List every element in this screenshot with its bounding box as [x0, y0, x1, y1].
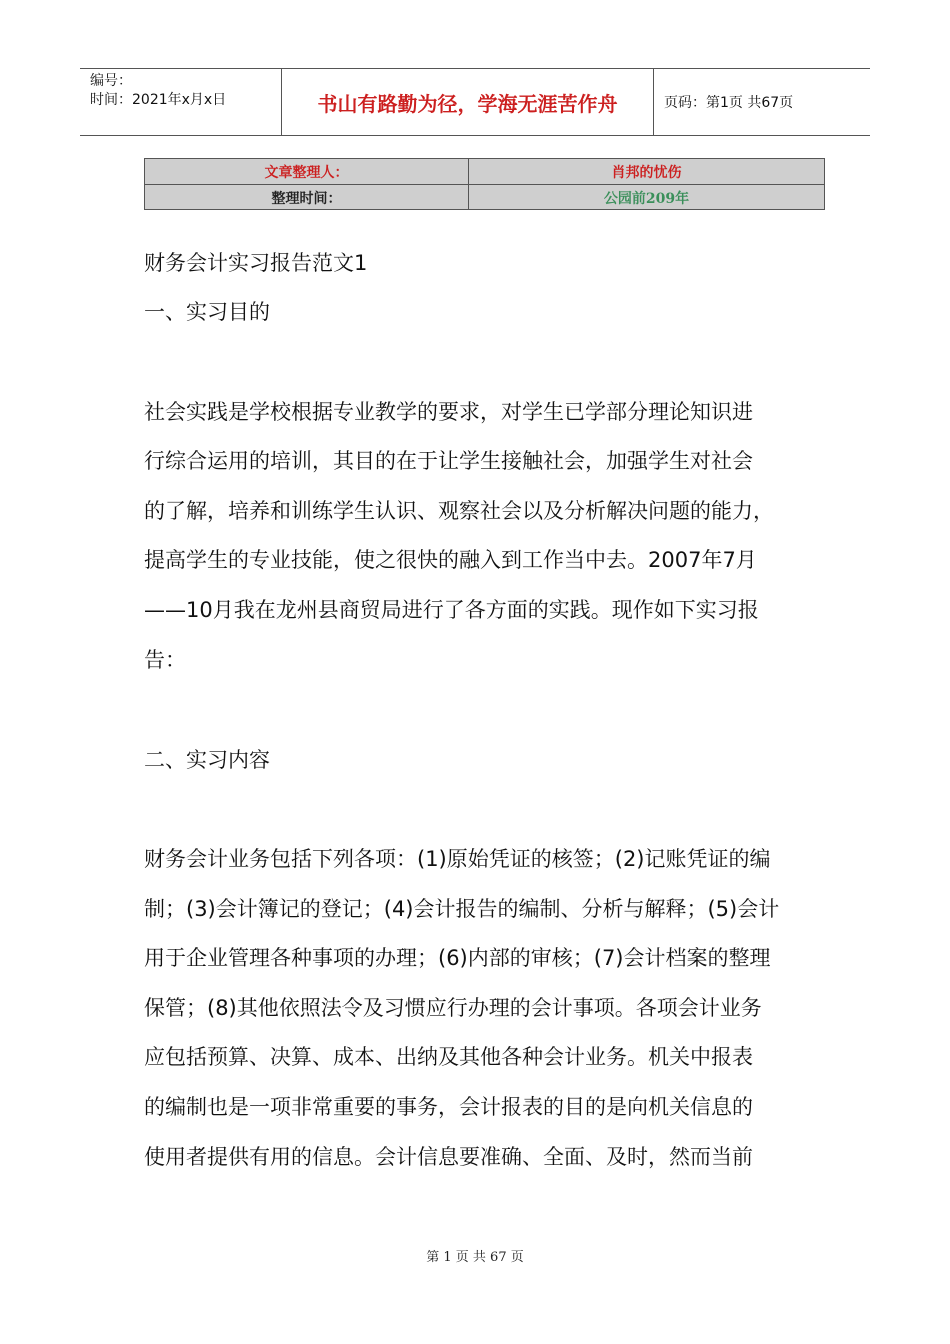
paragraph-line: 告：: [144, 648, 186, 672]
info-table: [144, 158, 825, 210]
paragraph-line: 行综合运用的培训，其目的在于让学生接触社会，加强学生对社会: [144, 449, 753, 473]
paragraph-line: ——10月我在龙州县商贸局进行了各方面的实践。现作如下实习报: [144, 598, 759, 622]
header-page-info: 页码：第1页 共67页: [664, 95, 794, 111]
document-time-label: 时间：2021年x月x日: [90, 92, 227, 108]
header-meta: [80, 69, 282, 135]
section-heading-content: 二、实习内容: [144, 748, 270, 772]
author-value: 肖邦的忧伤: [611, 164, 682, 181]
paragraph-line: 制；(3)会计簿记的登记；(4)会计报告的编制、分析与解释；(5)会计: [144, 897, 780, 921]
paragraph-line: 社会实践是学校根据专业教学的要求，对学生已学部分理论知识进: [144, 400, 753, 424]
document-header: [80, 68, 870, 136]
organize-time-value: 公园前209年: [603, 190, 690, 207]
info-row-author: [145, 159, 824, 184]
paragraph-line: 的编制也是一项非常重要的事务，会计报表的目的是向机关信息的: [144, 1095, 753, 1119]
paragraph-line: 使用者提供有用的信息。会计信息要准确、全面、及时，然而当前: [144, 1145, 753, 1169]
paragraph-line: 保管；(8)其他依照法令及习惯应行办理的会计事项。各项会计业务: [144, 996, 762, 1020]
document-number-label: 编号：: [90, 73, 132, 89]
paragraph-line: 提高学生的专业技能，使之很快的融入到工作当中去。2007年7月: [144, 548, 757, 572]
page-footer: 第 1 页 共 67 页: [426, 1250, 524, 1265]
info-row-time: [145, 184, 824, 210]
paragraph-line: 用于企业管理各种事项的办理；(6)内部的审核；(7)会计档案的整理: [144, 946, 771, 970]
paragraph-line: 应包括预算、决算、成本、出纳及其他各种会计业务。机关中报表: [144, 1045, 753, 1069]
document-title: 财务会计实习报告范文1: [144, 251, 368, 275]
paragraph-line: 财务会计业务包括下列各项：(1)原始凭证的核签；(2)记账凭证的编: [144, 847, 771, 871]
header-motto: 书山有路勤为径，学海无涯苦作舟: [282, 69, 654, 135]
organize-time-label: 整理时间：: [145, 185, 469, 210]
author-label: 文章整理人：: [145, 159, 469, 184]
section-heading-purpose: 一、实习目的: [144, 300, 270, 324]
paragraph-line: 的了解，培养和训练学生认识、观察社会以及分析解决问题的能力，: [144, 499, 774, 523]
